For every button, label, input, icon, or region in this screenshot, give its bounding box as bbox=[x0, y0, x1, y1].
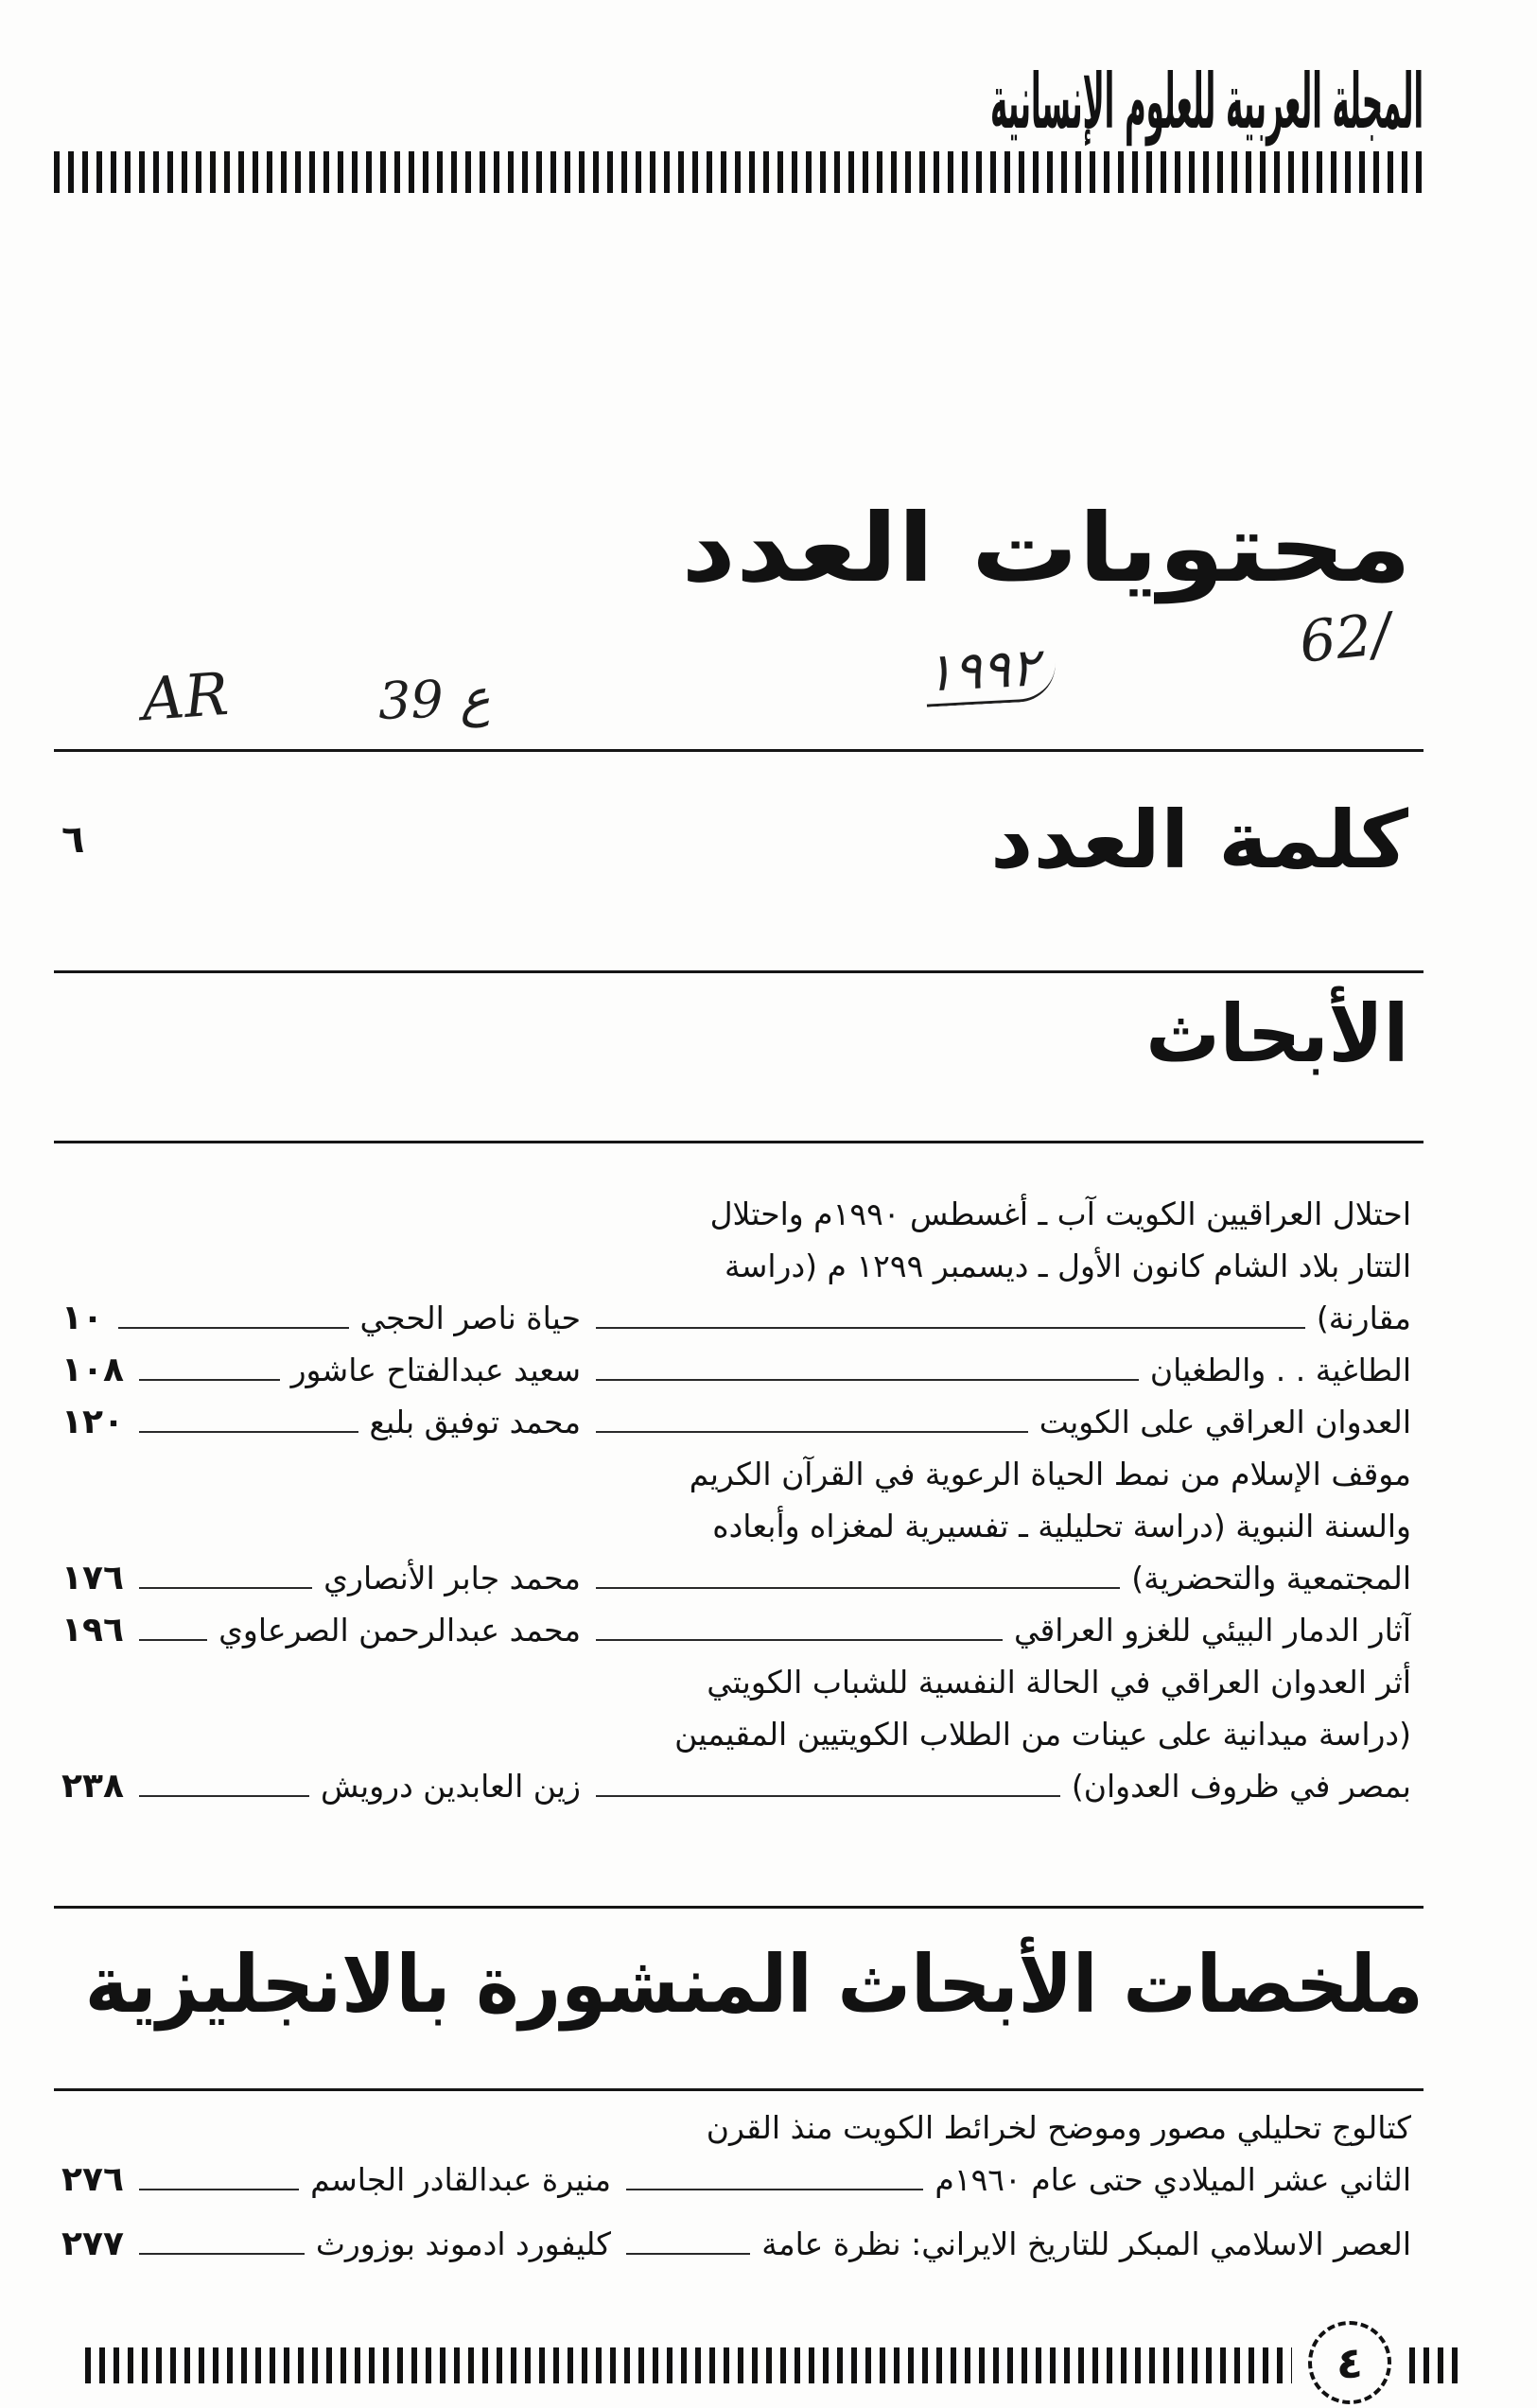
toc-line bbox=[61, 1500, 1411, 1552]
toc-title: أثر العدوان العراقي في الحالة النفسية للشباب الكويتي bbox=[707, 1664, 1411, 1701]
toc-entry bbox=[61, 2218, 1411, 2270]
contents-title-block bbox=[680, 493, 1411, 603]
toc-page-number: ١٧٦ bbox=[61, 1559, 124, 1597]
section-divider bbox=[54, 1141, 1423, 1143]
section-divider bbox=[54, 2088, 1423, 2091]
toc-author: كليفورد ادموند بوزورث bbox=[315, 2225, 611, 2262]
page-number: ٤ bbox=[1336, 2337, 1364, 2388]
bottom-bar-rule-left bbox=[85, 2347, 1292, 2383]
section-divider bbox=[54, 1906, 1423, 1909]
toc-leader bbox=[596, 1795, 1060, 1797]
toc-title-segment bbox=[581, 1760, 1411, 1812]
toc-page-number: ٢٧٦ bbox=[61, 2160, 124, 2199]
toc-leader bbox=[139, 2189, 299, 2190]
toc-author: زين العابدين درويش bbox=[320, 1768, 581, 1805]
handwritten-ref: 62/ bbox=[1296, 601, 1394, 676]
toc-title-segment bbox=[581, 1552, 1411, 1604]
toc-title: التتار بلاد الشام كانون الأول ـ ديسمبر ١٢٩٩ م (دراسة bbox=[725, 1248, 1411, 1284]
toc-title-segment bbox=[581, 1292, 1411, 1344]
research-list bbox=[61, 1188, 1411, 1812]
toc-title: آثار الدمار البيئي للغزو العراقي bbox=[1014, 1612, 1411, 1649]
section-divider bbox=[54, 970, 1423, 973]
toc-author: حياة ناصر الحجي bbox=[359, 1300, 581, 1336]
toc-title: (دراسة ميدانية على عينات من الطلاب الكويتيين المقيمين bbox=[674, 1716, 1411, 1753]
toc-leader bbox=[596, 1431, 1028, 1433]
toc-author-segment bbox=[61, 1396, 581, 1448]
toc-title: الطاغية . . والطغيان bbox=[1149, 1352, 1411, 1388]
toc-leader bbox=[626, 2189, 923, 2190]
toc-title: الثاني عشر الميلادي حتى عام ١٩٦٠م bbox=[934, 2161, 1411, 2198]
toc-title-segment bbox=[611, 2154, 1411, 2206]
handwritten-issue: 39 ع bbox=[376, 667, 492, 732]
toc-page-number: ٢٣٨ bbox=[61, 1767, 124, 1806]
toc-entry bbox=[61, 1552, 1411, 1604]
toc-author-segment bbox=[61, 1292, 581, 1344]
toc-page-number: ١٠٨ bbox=[61, 1351, 124, 1389]
toc-author-segment bbox=[61, 1604, 581, 1656]
toc-entry bbox=[61, 1344, 1411, 1396]
toc-page-number: ١٢٠ bbox=[61, 1403, 124, 1441]
toc-author: سعيد عبدالفتاح عاشور bbox=[290, 1352, 581, 1388]
toc-leader bbox=[626, 2253, 750, 2255]
toc-entry bbox=[61, 2154, 1411, 2206]
handwritten-year: ١٩٩٢ bbox=[923, 636, 1057, 707]
toc-leader bbox=[596, 1587, 1120, 1589]
toc-author: محمد عبدالرحمن الصرعاوي bbox=[218, 1612, 581, 1649]
toc-title: كتالوج تحليلي مصور وموضح لخرائط الكويت منذ القرن bbox=[706, 2109, 1411, 2146]
toc-page-number: ٢٧٧ bbox=[61, 2225, 124, 2263]
toc-leader bbox=[139, 1587, 312, 1589]
toc-title: مقارنة) bbox=[1316, 1300, 1411, 1336]
toc-leader bbox=[118, 1327, 349, 1329]
journal-name: المجلة العربية للعلوم الإنسانية bbox=[989, 58, 1423, 146]
toc-line bbox=[61, 1448, 1411, 1500]
toc-page-number: ١٠ bbox=[61, 1299, 103, 1337]
toc-author-segment bbox=[61, 2218, 611, 2270]
toc-author: محمد جابر الأنصاري bbox=[323, 1560, 581, 1597]
toc-author-segment bbox=[61, 1552, 581, 1604]
toc-author-segment bbox=[61, 2154, 611, 2206]
toc-line bbox=[61, 1708, 1411, 1760]
handwritten-code: AR bbox=[139, 658, 231, 735]
toc-title: بمصر في ظروف العدوان) bbox=[1071, 1768, 1411, 1805]
section-divider bbox=[54, 749, 1423, 752]
abstracts-heading: ملخصات الأبحاث المنشورة بالانجليزية bbox=[85, 1938, 1423, 2031]
abstracts-list bbox=[61, 2102, 1411, 2270]
editorial-page-number: ٦ bbox=[61, 818, 85, 862]
abstracts-heading-block bbox=[85, 1938, 1423, 2031]
toc-author-segment bbox=[61, 1344, 581, 1396]
toc-title-segment bbox=[581, 1344, 1411, 1396]
toc-line bbox=[61, 1656, 1411, 1708]
toc-leader bbox=[139, 1379, 280, 1381]
toc-line bbox=[61, 1188, 1411, 1240]
toc-line bbox=[61, 1240, 1411, 1292]
toc-leader bbox=[139, 1795, 309, 1797]
toc-title: والسنة النبوية (دراسة تحليلية ـ تفسيرية لمغزاه وأبعاده bbox=[712, 1508, 1411, 1544]
toc-entry bbox=[61, 1604, 1411, 1656]
toc-title: موقف الإسلام من نمط الحياة الرعوية في القرآن الكريم bbox=[689, 1456, 1411, 1492]
toc-title: احتلال العراقيين الكويت آب ـ أغسطس ١٩٩٠م واحتلال bbox=[709, 1195, 1411, 1232]
toc-leader bbox=[139, 2253, 305, 2255]
toc-leader bbox=[596, 1639, 1003, 1641]
toc-line bbox=[61, 2102, 1411, 2154]
research-heading-block bbox=[1145, 987, 1408, 1080]
toc-title-segment bbox=[611, 2218, 1411, 2270]
toc-page-number: ١٩٦ bbox=[61, 1611, 124, 1649]
contents-title: محتويات العدد bbox=[680, 493, 1411, 603]
editorial-title-block bbox=[989, 794, 1408, 886]
toc-leader bbox=[596, 1327, 1305, 1329]
journal-name-header bbox=[990, 59, 1423, 146]
toc-title: العصر الاسلامي المبكر للتاريخ الايراني: نظرة عامة bbox=[761, 2225, 1411, 2262]
toc-author: محمد توفيق بلبع bbox=[369, 1404, 581, 1440]
toc-title-segment bbox=[581, 1604, 1411, 1656]
bottom-bar-rule-right bbox=[1409, 2347, 1462, 2383]
toc-entry bbox=[61, 1396, 1411, 1448]
toc-leader bbox=[596, 1379, 1139, 1381]
toc-title-segment bbox=[581, 1396, 1411, 1448]
page-number-badge bbox=[1308, 2321, 1391, 2404]
editorial-title: كلمة العدد bbox=[989, 794, 1408, 886]
research-heading: الأبحاث bbox=[1145, 987, 1408, 1080]
toc-title: العدوان العراقي على الكويت bbox=[1039, 1404, 1411, 1440]
toc-entry bbox=[61, 1760, 1411, 1812]
toc-author-segment bbox=[61, 1760, 581, 1812]
toc-author: منيرة عبدالقادر الجاسم bbox=[310, 2161, 611, 2198]
top-bar-rule bbox=[54, 151, 1423, 193]
toc-title: المجتمعية والتحضرية) bbox=[1131, 1560, 1411, 1597]
toc-leader bbox=[139, 1431, 358, 1433]
toc-entry bbox=[61, 1292, 1411, 1344]
toc-leader bbox=[139, 1639, 207, 1641]
